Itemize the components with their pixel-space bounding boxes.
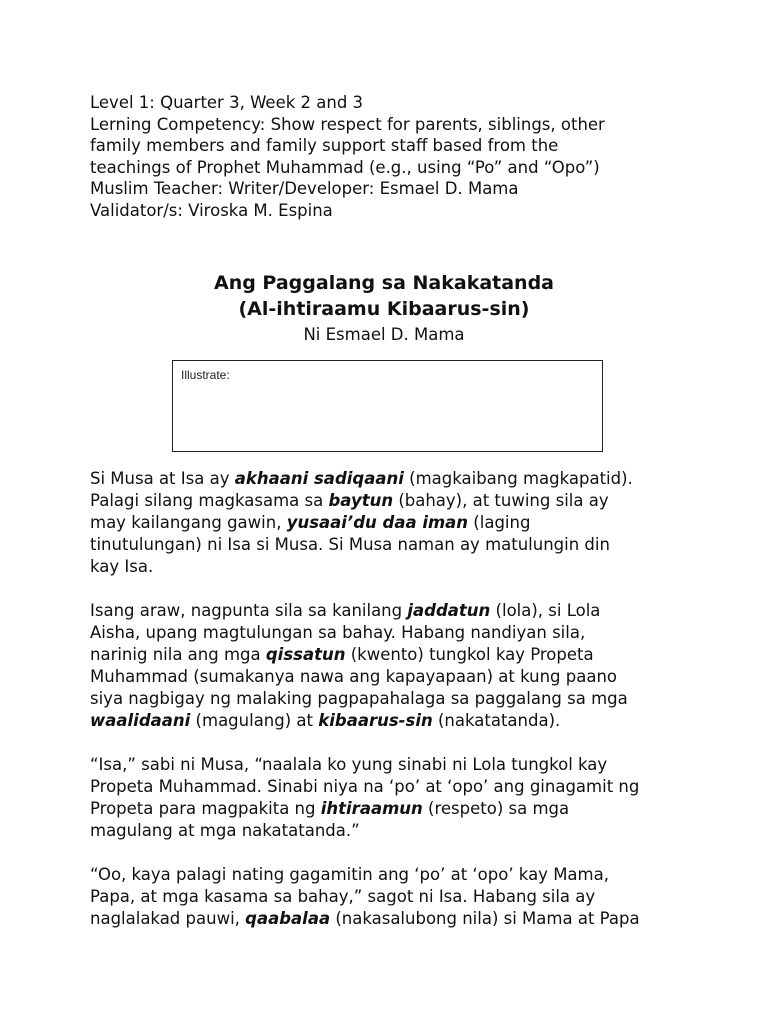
arabic-term: jaddatun: [407, 601, 491, 620]
story-paragraph: [90, 754, 690, 842]
text-segment: Palagi silang magkasama sa: [90, 491, 329, 510]
text-line: [90, 688, 690, 710]
text-segment: narinig nila ang mga: [90, 645, 266, 664]
text-line: [90, 490, 690, 512]
text-segment: tinutulungan) ni Isa si Musa. Si Musa naman ay matulungin din: [90, 535, 610, 554]
text-line: [90, 798, 690, 820]
story-paragraph: [90, 600, 690, 732]
arabic-term: qaabalaa: [245, 909, 331, 928]
story-body: [90, 468, 690, 952]
illustration-box: [172, 360, 603, 452]
text-line: [90, 908, 690, 930]
text-segment: (lola), si Lola: [490, 601, 601, 620]
text-line: [90, 556, 690, 578]
arabic-term: yusaai’du daa iman: [286, 513, 469, 532]
text-line: [90, 754, 690, 776]
text-segment: kay Isa.: [90, 557, 154, 576]
story-author: Ni Esmael D. Mama: [303, 325, 465, 344]
text-segment: (magulang) at: [190, 711, 319, 730]
text-segment: naglalakad pauwi,: [90, 909, 246, 928]
competency-line-2: family members and family support staff based from the: [90, 136, 559, 155]
text-line: [90, 666, 690, 688]
arabic-term: baytun: [328, 491, 394, 510]
text-line: [90, 820, 690, 842]
arabic-term: waalidaani: [90, 711, 191, 730]
validator-credit: Validator/s: Viroska M. Espina: [90, 200, 333, 220]
competency-line-1: Lerning Competency: Show respect for parents, siblings, other: [90, 114, 605, 134]
text-line: [90, 886, 690, 908]
text-segment: Propeta para magpakita ng: [90, 799, 321, 818]
text-segment: Aisha, upang magtulungan sa bahay. Habang nandiyan sila,: [90, 623, 586, 642]
lesson-header: [90, 92, 690, 221]
text-segment: magulang at mga nakatatanda.”: [90, 821, 360, 840]
text-line: [90, 512, 690, 534]
text-segment: (nakatatanda).: [432, 711, 561, 730]
illustration-label: Illustrate:: [181, 368, 230, 382]
text-segment: (nakasalubong nila) si Mama at Papa: [330, 909, 640, 928]
text-segment: “Isa,” sabi ni Musa, “naalala ko yung sinabi ni Lola tungkol kay: [90, 755, 608, 774]
text-segment: Muhammad (sumakanya nawa ang kapayapaan) at kung paano: [90, 667, 618, 686]
story-title: Ang Paggalang sa Nakakatanda: [213, 272, 554, 294]
text-line: [90, 864, 690, 886]
text-segment: (kwento) tungkol kay Propeta: [345, 645, 594, 664]
text-line: [90, 468, 690, 490]
arabic-term: qissatun: [265, 645, 346, 664]
text-line: [90, 710, 690, 732]
writer-credit: Muslim Teacher: Writer/Developer: Esmael D. Mama: [90, 179, 519, 198]
story-paragraph: [90, 468, 690, 578]
text-segment: Propeta Muhammad. Sinabi niya na ‘po’ at ‘opo’ ang ginagamit ng: [90, 777, 640, 796]
arabic-term: akhaani sadiqaani: [234, 469, 404, 488]
text-segment: Isang araw, nagpunta sila sa kanilang: [90, 601, 408, 620]
text-line: [90, 600, 690, 622]
arabic-term: kibaarus-sin: [318, 711, 433, 730]
text-line: [90, 776, 690, 798]
text-segment: (laging: [468, 513, 531, 532]
text-segment: Si Musa at Isa ay: [90, 469, 235, 488]
story-paragraph: [90, 864, 690, 930]
text-line: [90, 622, 690, 644]
text-segment: (magkaibang magkapatid).: [403, 469, 633, 488]
text-segment: (bahay), at tuwing sila ay: [393, 491, 609, 510]
text-segment: siya nagbigay ng malaking pagpapahalaga sa paggalang sa mga: [90, 689, 628, 708]
text-segment: Papa, at mga kasama sa bahay,” sagot ni Isa. Habang sila ay: [90, 887, 596, 906]
text-line: [90, 534, 690, 556]
text-segment: (respeto) sa mga: [422, 799, 570, 818]
arabic-term: ihtiraamun: [320, 799, 423, 818]
competency-line-3: teachings of Prophet Muhammad (e.g., using “Po” and “Opo”): [90, 157, 600, 177]
text-segment: may kailangang gawin,: [90, 513, 287, 532]
lesson-level: Level 1: Quarter 3, Week 2 and 3: [90, 93, 364, 112]
story-subtitle: (Al-ihtiraamu Kibaarus-sin): [238, 298, 530, 320]
story-heading: [0, 270, 768, 347]
text-segment: “Oo, kaya palagi nating gagamitin ang ‘po’ at ‘opo’ kay Mama,: [90, 865, 609, 884]
text-line: [90, 644, 690, 666]
